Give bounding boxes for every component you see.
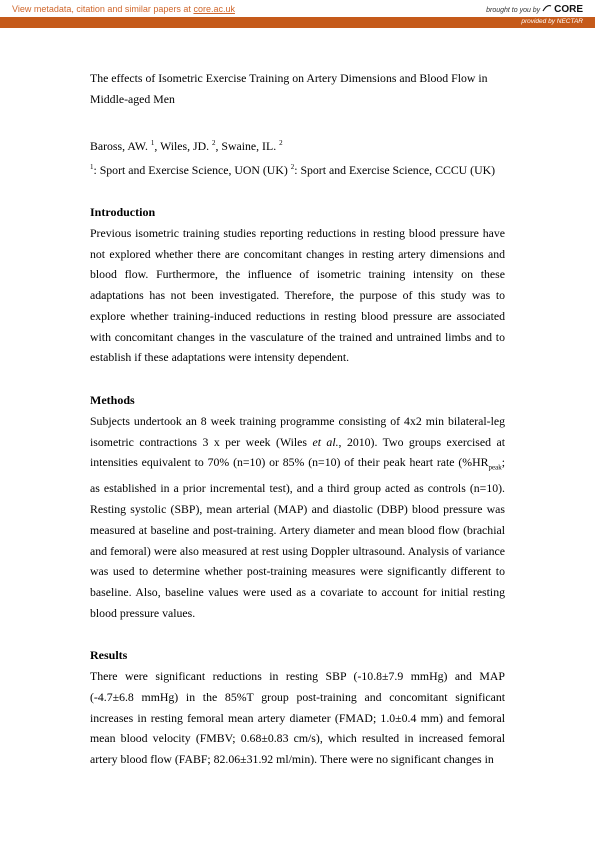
paper-content (90, 68, 505, 770)
methods-text-part-1: Subjects undertook an 8 week training programme consisting of 4x2 min bilateral-leg isometric contractions 3 x per week (Wiles (90, 413, 505, 449)
core-banner (0, 0, 595, 28)
core-logo-icon (542, 7, 554, 14)
metadata-prefix: View metadata, citation and similar papers at (12, 4, 194, 14)
provider-strip (0, 17, 595, 28)
methods-heading: Methods (90, 392, 135, 407)
author-2-affil: 2 (212, 139, 216, 147)
affil-1: : Sport and Exercise Science, UON (UK) (93, 163, 291, 177)
author-list (90, 133, 505, 157)
brought-by-text: brought to you by (486, 7, 543, 14)
methods-section (90, 390, 505, 623)
author-2: , Wiles, JD. (154, 139, 213, 153)
affil-2-marker: 2 (290, 163, 295, 171)
results-section (90, 645, 505, 770)
introduction-heading: Introduction (90, 205, 156, 219)
author-1-affil: 1 (150, 139, 155, 147)
affil-1-marker: 1 (90, 163, 94, 171)
introduction-text: Previous isometric training studies reporting reductions in resting blood pressure have not explored whether there are concomitant changes in resting artery dimensions and blood flow. Furthermore, the influence of isometric training intensity on these adaptations has not been investigated. Therefore, the purpose of this study was to explore whether training-induced reductions in resting blood pressure are associated with concomitant changes in the vasculature of the trained and untrained limbs and to establish if these adaptations were intensity dependent. (90, 226, 505, 365)
author-3-affil: 2 (279, 139, 283, 147)
provided-by-text[interactable]: provided by NECTAR (521, 18, 583, 25)
affiliations (90, 157, 505, 181)
methods-text-part-3: ; as established in a prior incremental test), and a third group acted as controls (n=10). Resting systolic (SBP), mean arterial (MAP) and diastolic (DBP) blood pressure was measured at baseline and post-training. Artery diameter and mean blood flow (brachial and femoral) were also measured at rest using Doppler ultrasound. Analysis of variance was used to determine whether post-training measures were significantly different to baseline. Also, baseline values were used as a covariate to account for initial resting blood pressure values. (90, 455, 505, 620)
brought-by-core[interactable] (486, 4, 583, 15)
core-logo-text: CORE (554, 4, 583, 15)
methods-text-part-2: , 2010). Two groups exercised at intensities equivalent to 70% (n=10) or 85% (n=10) of their peak heart rate (%HR (90, 434, 505, 470)
author-3: , Swaine, IL. (215, 139, 280, 153)
introduction-section (90, 202, 505, 368)
results-text: There were significant reductions in resting SBP (-10.8±7.9 mmHg) and MAP (-4.7±6.8 mmHg) in the 85%T group post-training and concomitant significant increases in resting femoral mean artery diameter (FMAD; 1.0±0.4 mm) and femoral mean blood velocity (FMBV; 0.68±0.83 cm/s), which resulted in increased femoral artery blood flow (FABF; 82.06±31.92 ml/min). There were no significant changes in (90, 669, 505, 767)
core-ac-uk-link[interactable]: core.ac.uk (193, 4, 235, 14)
hr-peak-subscript: peak (488, 463, 502, 472)
methods-text (90, 411, 505, 623)
affil-2: : Sport and Exercise Science, CCCU (UK) (294, 163, 496, 177)
methods-etal: et al. (312, 434, 339, 449)
paper-title: The effects of Isometric Exercise Training on Artery Dimensions and Blood Flow in Middle-aged Men (90, 71, 488, 106)
results-heading: Results (90, 648, 128, 663)
metadata-link[interactable] (12, 4, 235, 14)
author-1: Baross, AW. (90, 139, 151, 153)
